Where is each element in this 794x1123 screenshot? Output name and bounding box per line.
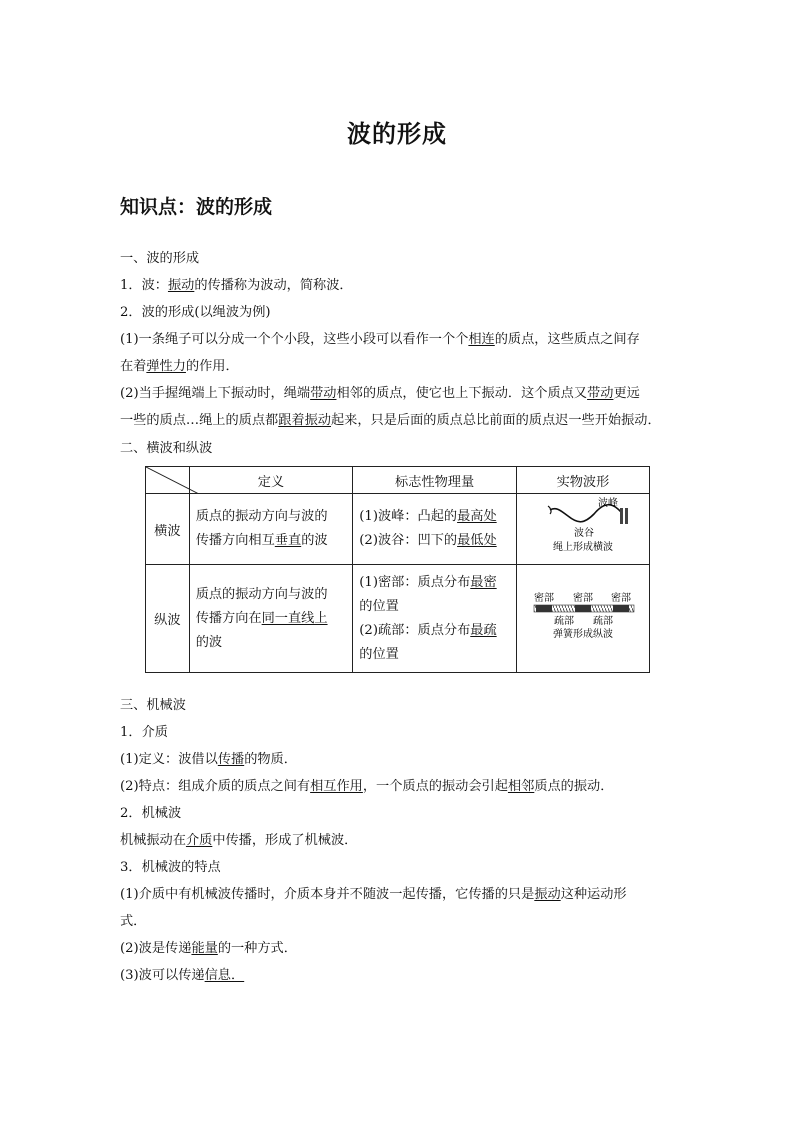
- blank-answer: 介质: [185, 833, 213, 848]
- paragraph-line: (1)一条绳子可以分成一个个小段，这些小段可以看作一个个相连的质点，这些质点之间存: [120, 332, 640, 347]
- table-row: [146, 494, 650, 565]
- blank-answer: 振动: [167, 278, 195, 293]
- paragraph-line: (1)介质中有机械波传播时，介质本身并不随波一起传播，它传播的只是振动这种运动形: [120, 887, 627, 902]
- blank-answer: 振动: [534, 887, 561, 902]
- paragraph-line: (2)当手握绳端上下振动时，绳端带动相邻的质点，使它也上下振动．这个质点又带动更远: [120, 386, 640, 401]
- blank-answer: 带动: [310, 386, 337, 401]
- transverse-wave-figure: [516, 494, 649, 565]
- mechanical-wave-subheading: 2．机械波: [120, 806, 182, 821]
- figure-caption: 绳上形成横波: [552, 542, 613, 553]
- paragraph-line: (2)特点：组成介质的质点之间有相互作用，一个质点的振动会引起相邻质点的振动．: [120, 779, 614, 794]
- dense-label: 密部: [533, 592, 554, 604]
- paragraph-line: (1)定义：波借以传播的物质．: [120, 752, 297, 767]
- blank-answer: 最低处: [457, 533, 497, 548]
- medium-subheading: 1．介质: [120, 725, 168, 740]
- blank-answer: 跟着振动: [278, 413, 331, 428]
- sparse-label: 疏部: [592, 615, 613, 627]
- figure-caption: 弹簧形成纵波: [552, 628, 613, 640]
- longitudinal-wave-figure: [516, 565, 649, 673]
- paragraph-line: (2)波是传递能量的一种方式．: [120, 941, 297, 956]
- spring-wave-diagram: [524, 584, 642, 650]
- blank-answer: 垂直: [274, 533, 302, 548]
- blank-answer: 最疏: [470, 622, 497, 638]
- blank-answer: 相邻: [507, 779, 535, 794]
- blank-answer: 相互作用: [310, 779, 363, 794]
- trough-label: 波谷: [573, 528, 594, 539]
- column-header: 定义: [189, 467, 353, 494]
- blank-answer: 信息．: [204, 968, 245, 983]
- blank-answer: 弹性力: [146, 359, 186, 374]
- definition-cell: 质点的振动方向与波的 传播方向相互垂直的波: [189, 494, 353, 565]
- blank-answer: 传播: [217, 752, 245, 767]
- diagonal-corner-cell: [146, 467, 190, 494]
- wave-definition: 1．波：振动的传播称为波动，简称波．: [120, 278, 353, 293]
- sparse-label: 疏部: [553, 615, 574, 627]
- section-3-heading: 三、机械波: [120, 698, 186, 713]
- marks-cell: (1)密部：质点分布最密 的位置 (2)疏部：质点分布最疏 的位置: [353, 565, 517, 673]
- section-2-heading: 二、横波和纵波: [120, 441, 213, 456]
- wave-comparison-table: [145, 466, 650, 673]
- blank-answer: 相连: [468, 332, 495, 347]
- wave-formation-subheading: 2．波的形成(以绳波为例): [120, 305, 271, 320]
- rope-wave-diagram: [524, 494, 642, 560]
- column-header: 实物波形: [516, 467, 649, 494]
- table-header-row: [146, 467, 650, 494]
- blank-answer: 同一直线上: [261, 610, 328, 626]
- page-title: 波的形成: [347, 120, 447, 148]
- column-header: 标志性物理量: [353, 467, 517, 494]
- paragraph-line: 一些的质点…绳上的质点都跟着振动起来，只是后面的质点总比前面的质点迟一些开始振动．: [120, 413, 661, 428]
- marks-cell: (1)波峰：凸起的最高处 (2)波谷：凹下的最低处: [353, 494, 517, 565]
- dense-label: 密部: [572, 592, 593, 604]
- dense-label: 密部: [610, 592, 631, 604]
- paragraph-line: 在着弹性力的作用．: [120, 359, 239, 374]
- blank-answer: 能量: [191, 941, 218, 956]
- blank-answer: 带动: [587, 386, 614, 401]
- table-row: [146, 565, 650, 673]
- diagonal-line: [146, 467, 199, 494]
- section-1-heading: 一、波的形成: [120, 251, 200, 266]
- blank-answer: 最高处: [457, 509, 497, 524]
- knowledge-point-heading: 知识点：波的形成: [120, 196, 273, 218]
- paragraph-line: 机械振动在介质中传播，形成了机械波．: [120, 833, 358, 848]
- peak-label: 波峰: [597, 498, 618, 509]
- features-subheading: 3．机械波的特点: [120, 860, 221, 875]
- definition-cell: 质点的振动方向与波的 传播方向在同一直线上 的波: [189, 565, 353, 673]
- row-label: 纵波: [146, 565, 190, 673]
- paragraph-line: 式．: [120, 914, 147, 929]
- blank-answer: 最密: [470, 574, 497, 590]
- paragraph-line: (3)波可以传递信息．: [120, 968, 245, 983]
- row-label: 横波: [146, 494, 190, 565]
